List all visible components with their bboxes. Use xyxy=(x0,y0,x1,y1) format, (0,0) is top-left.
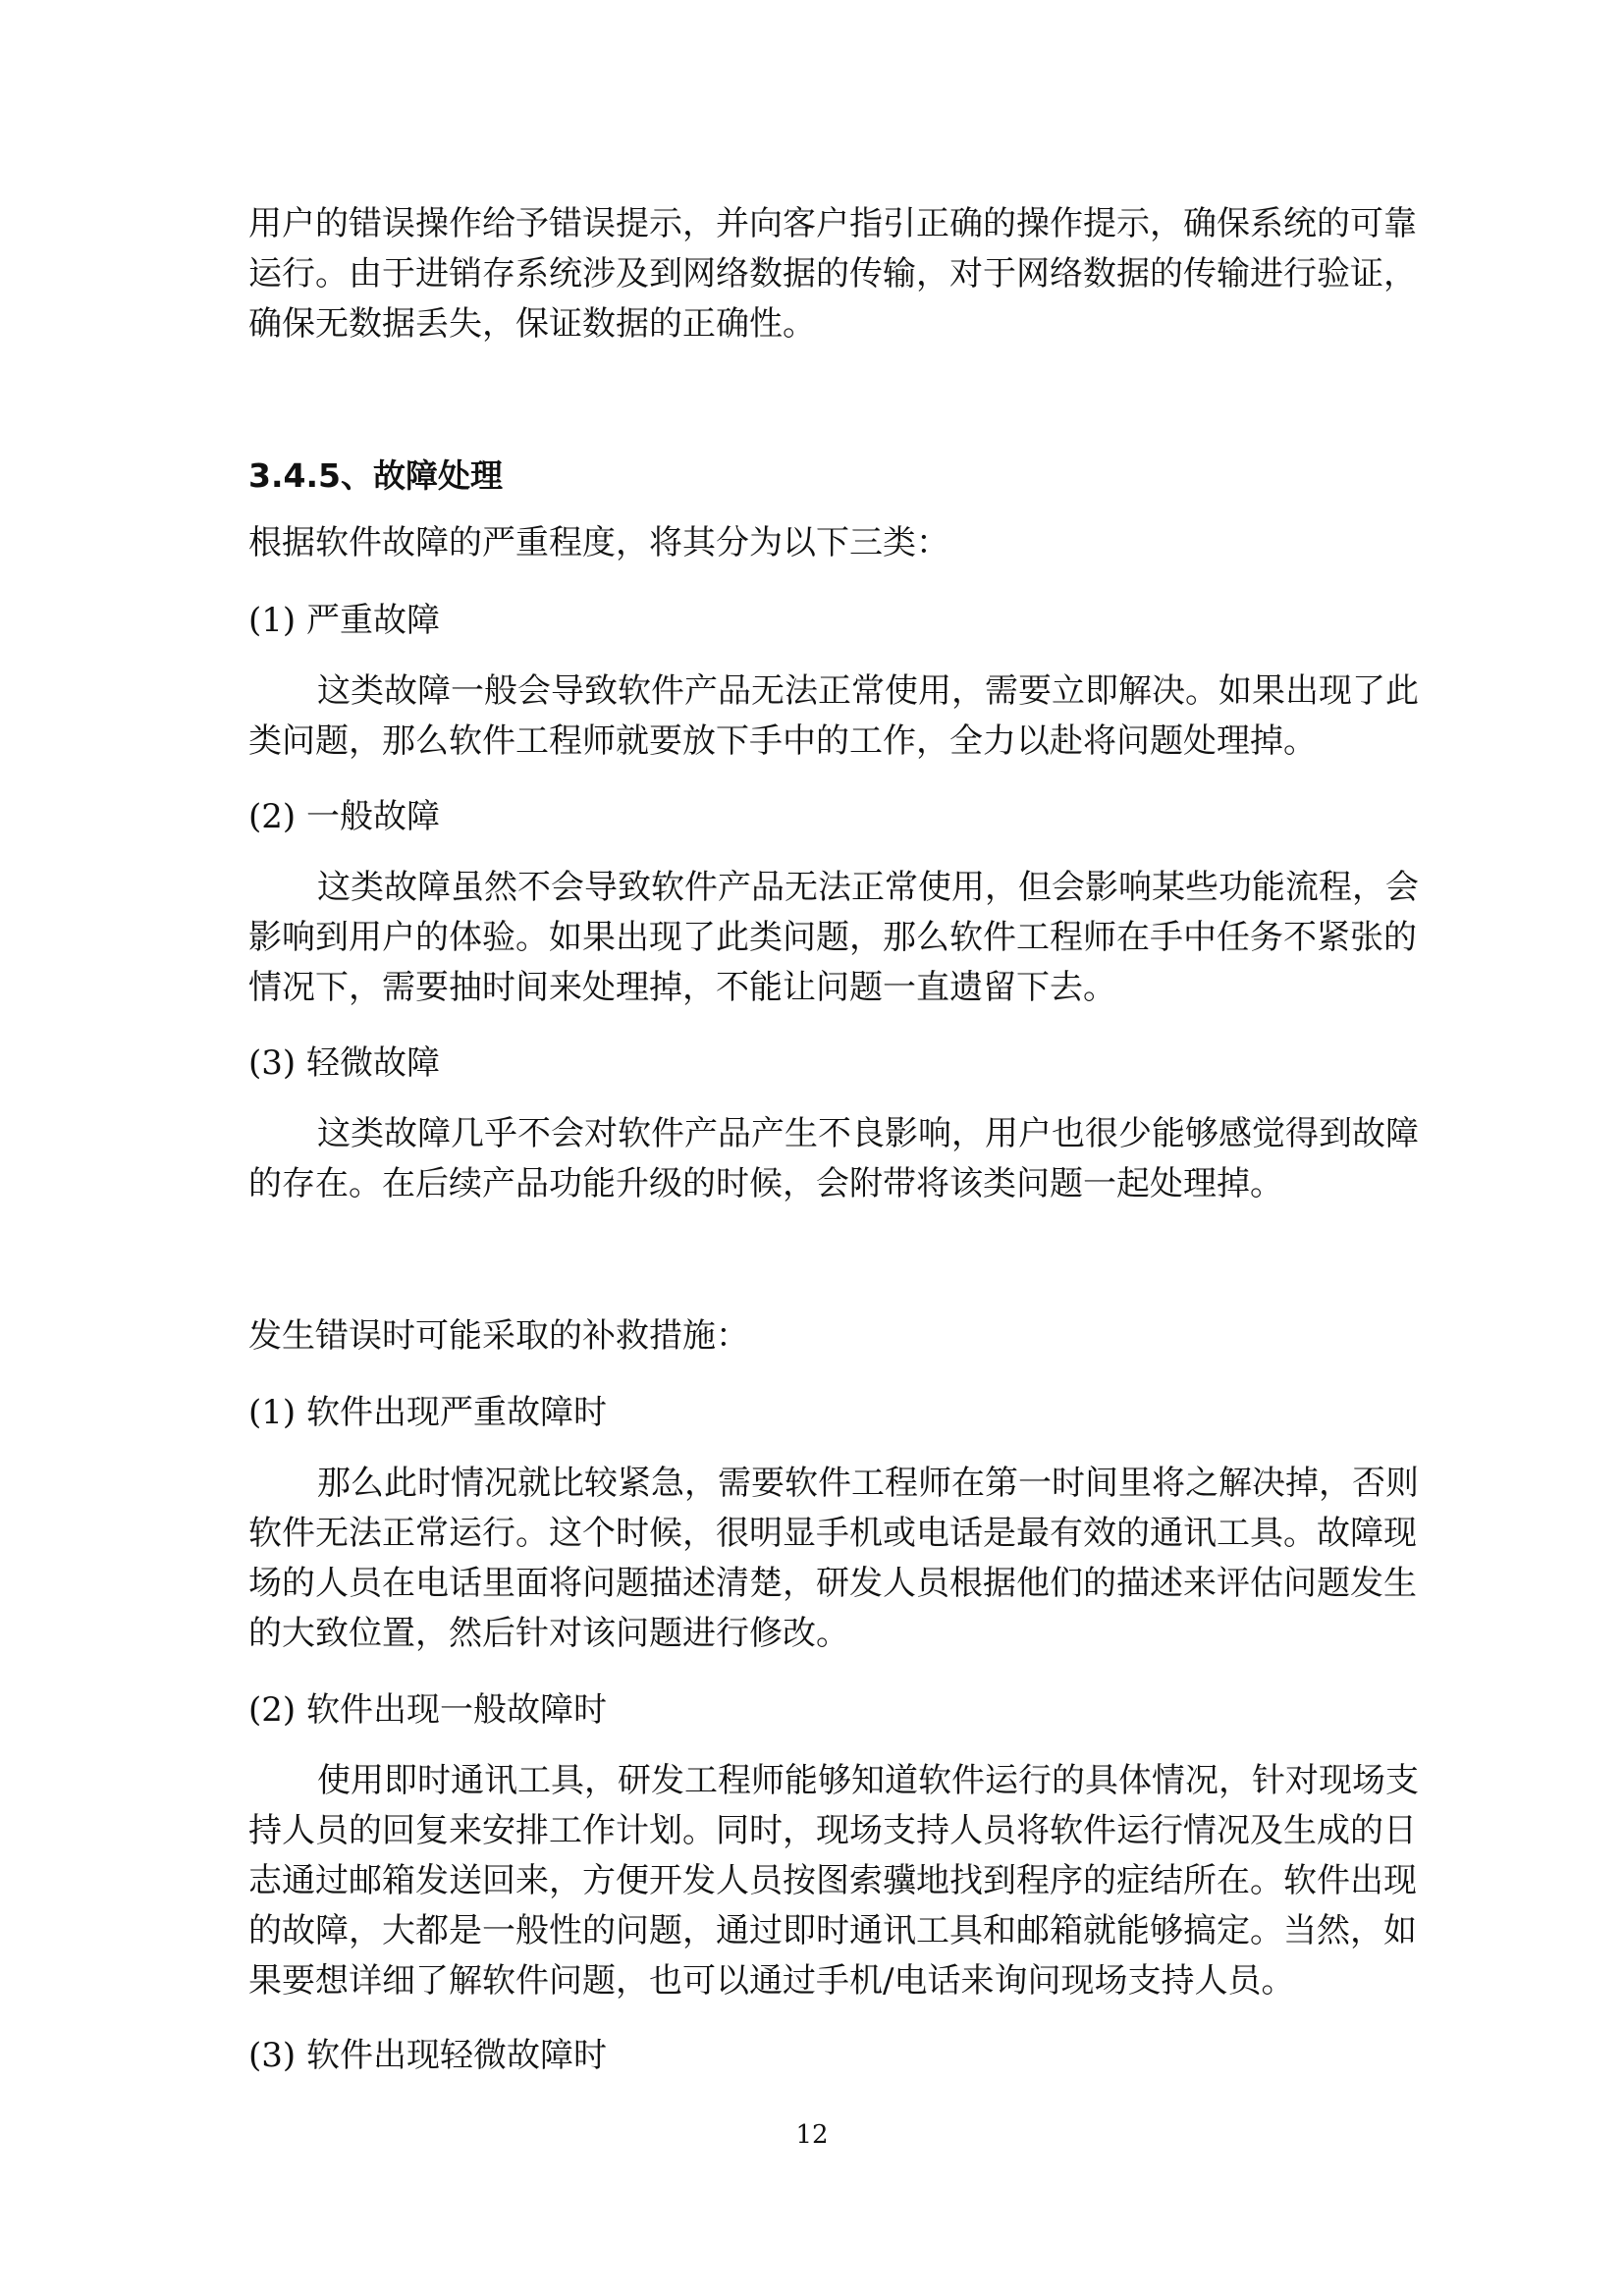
remedy-2 xyxy=(248,1685,1419,2006)
item-title: (1) 软件出现严重故障时 xyxy=(248,1393,607,1432)
paragraph-line: 志通过邮箱发送回来，方便开发人员按图索骥地找到程序的症结所在。软件出现 xyxy=(248,1861,1417,1900)
section-title: 3.4.5、故障处理 xyxy=(248,456,503,495)
paragraph-line: 类问题，那么软件工程师就要放下手中的工作，全力以赴将问题处理掉。 xyxy=(248,721,1317,761)
item-title: (2) 一般故障 xyxy=(248,797,440,836)
fault-type-3 xyxy=(248,1039,1419,1209)
paragraph-line: 场的人员在电话里面将问题描述清楚，研发人员根据他们的描述来评估问题发生 xyxy=(248,1564,1417,1603)
classify-intro xyxy=(248,518,1387,568)
paragraph-line: 的故障，大都是一般性的问题，通过即时通讯工具和邮箱就能够搞定。当然，如 xyxy=(248,1911,1417,1950)
item-title: (2) 软件出现一般故障时 xyxy=(248,1690,607,1730)
paragraph-line: 情况下，需要抽时间来处理掉，不能让问题一直遗留下去。 xyxy=(248,968,1116,1007)
paragraph-line: 那么此时情况就比较紧急，需要软件工程师在第一时间里将之解决掉，否则 xyxy=(317,1464,1419,1503)
remedy-3 xyxy=(248,2031,1387,2081)
fault-type-2 xyxy=(248,792,1419,1013)
paragraph-line: 的存在。在后续产品功能升级的时候，会附带将该类问题一起处理掉。 xyxy=(248,1164,1283,1203)
item-title: (3) 软件出现轻微故障时 xyxy=(248,2036,607,2075)
paragraph-line: 这类故障虽然不会导致软件产品无法正常使用，但会影响某些功能流程，会 xyxy=(317,868,1419,907)
page-number: 12 xyxy=(795,2120,829,2150)
intro-text: 发生错误时可能采取的补救措施： xyxy=(248,1316,749,1356)
remedy-intro xyxy=(248,1311,1387,1362)
item-title: (3) 轻微故障 xyxy=(248,1043,440,1083)
paragraph-line: 的大致位置，然后针对该问题进行修改。 xyxy=(248,1614,849,1653)
paragraph-line: 确保无数据丢失，保证数据的正确性。 xyxy=(248,304,816,344)
intro-paragraph xyxy=(248,199,1417,349)
section-heading xyxy=(248,451,1387,501)
paragraph-line: 这类故障几乎不会对软件产品产生不良影响，用户也很少能够感觉得到故障 xyxy=(317,1114,1419,1153)
item-title: (1) 严重故障 xyxy=(248,601,440,640)
paragraph-line: 用户的错误操作给予错误提示，并向客户指引正确的操作提示，确保系统的可靠 xyxy=(248,204,1417,243)
fault-type-1 xyxy=(248,596,1419,767)
paragraph-line: 运行。由于进销存系统涉及到网络数据的传输，对于网络数据的传输进行验证， xyxy=(248,254,1417,294)
paragraph-line: 这类故障一般会导致软件产品无法正常使用，需要立即解决。如果出现了此 xyxy=(317,671,1419,711)
paragraph-line: 持人员的回复来安排工作计划。同时，现场支持人员将软件运行情况及生成的日 xyxy=(248,1811,1417,1850)
paragraph-line: 果要想详细了解软件问题，也可以通过手机/电话来询问现场支持人员。 xyxy=(248,1961,1295,2001)
paragraph-line: 影响到用户的体验。如果出现了此类问题，那么软件工程师在手中任务不紧张的 xyxy=(248,918,1417,957)
intro-text: 根据软件故障的严重程度，将其分为以下三类： xyxy=(248,523,949,562)
remedy-1 xyxy=(248,1388,1419,1659)
paragraph-line: 软件无法正常运行。这个时候，很明显手机或电话是最有效的通讯工具。故障现 xyxy=(248,1514,1417,1553)
paragraph-line: 使用即时通讯工具，研发工程师能够知道软件运行的具体情况，针对现场支 xyxy=(317,1761,1419,1800)
